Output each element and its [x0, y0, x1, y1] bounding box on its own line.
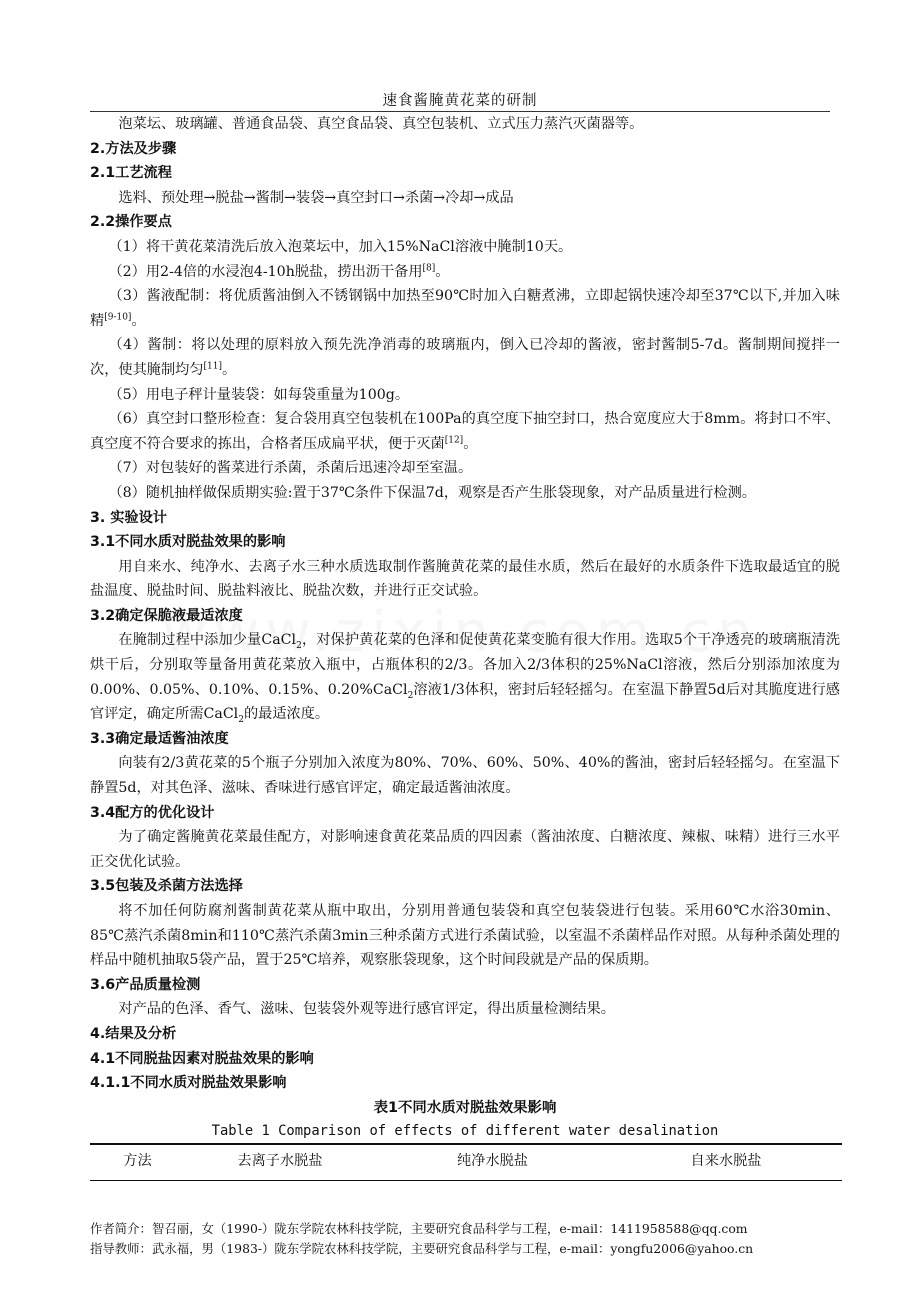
section-heading-3-6: 3.6产品质量检测: [90, 976, 201, 993]
paragraph-3-6: 对产品的色泽、香气、滋味、包装袋外观等进行感官评定，得出质量检测结果。: [118, 1001, 615, 1018]
citation: [9-10]: [104, 312, 132, 323]
table-header-row: [90, 1144, 842, 1180]
paragraph-3-2: 在腌制过程中添加少量CaCl$_2$，对保护黄花菜的色泽和促使黄花菜变脆有很大作用。选取5个干净透亮的玻璃瓶清洗烘干后，分别取等量备用黄花菜放入瓶中，占瓶体积的2/3。各加入2/3体积的25%NaCl溶液，然后分别添加浓度为0.00%、0.05%、0.10%、0.15%、0.20%CaCl$_2$溶液1/3体积，密封后轻轻摇匀。在室温下静置5d后对其脆度进行感官评定，确定所需CaCl$_2$的最适浓度。: [90, 632, 841, 726]
section-heading-3: 3. 实验设计: [90, 509, 167, 526]
step-8: （8）随机抽样做保质期实验:置于37℃条件下保温7d，观察是否产生胀袋现象，对产品质量进行检测。: [108, 484, 756, 501]
section-heading-4-1-1: 4.1.1不同水质对脱盐效果影响: [90, 1075, 287, 1092]
table-caption-cn: 表1不同水质对脱盐效果影响: [373, 1099, 557, 1116]
table-header-cell: 去离子水脱盐: [185, 1144, 375, 1180]
citation: [11]: [203, 361, 222, 372]
section-heading-2-1: 2.1工艺流程: [90, 165, 172, 182]
step-1: （1）将干黄花菜清洗后放入泡菜坛中，加入15%NaCl溶液中腌制10天。: [108, 238, 573, 255]
step-5: （5）用电子秤计量装袋：如每袋重量为100g。: [108, 386, 410, 403]
paragraph-3-3: 向装有2/3黄花菜的5个瓶子分别加入浓度为80%、70%、60%、50%、40%的酱油，密封后轻轻摇匀。在室温下静置5d，对其色泽、滋味、香味进行感官评定，确定最适酱油浓度。: [90, 755, 840, 797]
paragraph-3-5: 将不加任何防腐剂酱制黄花菜从瓶中取出，分别用普通包装袋和真空包装袋进行包装。采用60℃水浴30min、85℃蒸汽杀菌8min和110℃蒸汽杀菌3min三种杀菌方式进行杀菌试验，以室温不杀菌样品作对照。从每种杀菌处理的样品中随机抽取5袋产品，置于25℃培养，观察胀袋现象，这个时间段就是产品的保质期。: [90, 903, 840, 969]
author-note: 作者简介：智召丽，女（1990-）陇东学院农林科技学院，主要研究食品科学与工程，e-mail：1411958588@qq.com: [90, 1221, 748, 1236]
paragraph-3-4: 为了确定酱腌黄花菜最佳配方，对影响速食黄花菜品质的四因素（酱油浓度、白糖浓度、辣椒、味精）进行三水平正交优化试验。: [90, 829, 840, 870]
footnote: [90, 1219, 850, 1259]
section-heading-3-4: 3.4配方的优化设计: [90, 804, 215, 821]
step-4: （4）酱制：将以处理的原料放入预先洗净消毒的玻璃瓶内，倒入已冷却的酱液，密封酱制5-7d。酱制期间搅拌一次，使其腌制均匀[11]。: [90, 337, 840, 378]
advisor-note: 指导教师：武永福，男（1983-）陇东学院农林科技学院，主要研究食品科学与工程，e-mail：yongfu2006@yahoo.cn: [90, 1241, 754, 1256]
citation: [12]: [444, 434, 464, 445]
running-header: 速食酱腌黄花菜的研制: [382, 93, 538, 109]
section-heading-2-2: 2.2操作要点: [90, 214, 172, 231]
step-3: （3）酱液配制：将优质酱油倒入不锈钢锅中加热至90℃时加入白糖煮沸，立即起锅快速冷却至37℃以下,并加入味精[9-10]。: [90, 288, 840, 329]
table-caption-en: Table 1 Comparison of effects of different water desalination: [211, 1123, 719, 1140]
step-2: （2）用2-4倍的水浸泡4-10h脱盐，捞出沥干备用[8]。: [108, 262, 450, 280]
step-7: （7）对包装好的酱菜进行杀菌，杀菌后迅速冷却至室温。: [108, 460, 473, 477]
section-heading-3-3: 3.3确定最适酱油浓度: [90, 730, 229, 747]
equipment-list: 泡菜坛、玻璃罐、普通食品袋、真空食品袋、真空包装机、立式压力蒸汽灭菌器等。: [118, 116, 644, 132]
table-header-cell: 自来水脱盐: [610, 1144, 842, 1180]
section-heading-4-1: 4.1不同脱盐因素对脱盐效果的影响: [90, 1050, 314, 1067]
section-heading-3-5: 3.5包装及杀菌方法选择: [90, 878, 243, 895]
process-flow: 选料、预处理→脱盐→酱制→装袋→真空封口→杀菌→冷却→成品: [118, 189, 514, 206]
table-header-cell: 方法: [90, 1144, 185, 1180]
section-heading-3-2: 3.2确定保脆液最适浓度: [90, 607, 243, 624]
section-heading-3-1: 3.1不同水质对脱盐效果的影响: [90, 534, 286, 551]
results-table: [90, 1143, 842, 1181]
section-heading-2: 2.方法及步骤: [90, 140, 177, 157]
step-6: （6）真空封口整形检查：复合袋用真空包装机在100Pa的真空度下抽空封口，热合宽度应大于8mm。将封口不牢、真空度不符合要求的拣出，合格者压成扁平状，便于灭菌[12]。: [90, 411, 840, 452]
paragraph-3-1: 用自来水、纯净水、去离子水三种水质选取制作酱腌黄花菜的最佳水质，然后在最好的水质条件下选取最适宜的脱盐温度、脱盐时间、脱盐料液比、脱盐次数，并进行正交试验。: [90, 558, 840, 600]
table-header-cell: 纯净水脱盐: [375, 1144, 610, 1180]
section-heading-4: 4.结果及分析: [90, 1025, 177, 1042]
citation: [8]: [422, 262, 436, 273]
body-content: [90, 112, 840, 1181]
